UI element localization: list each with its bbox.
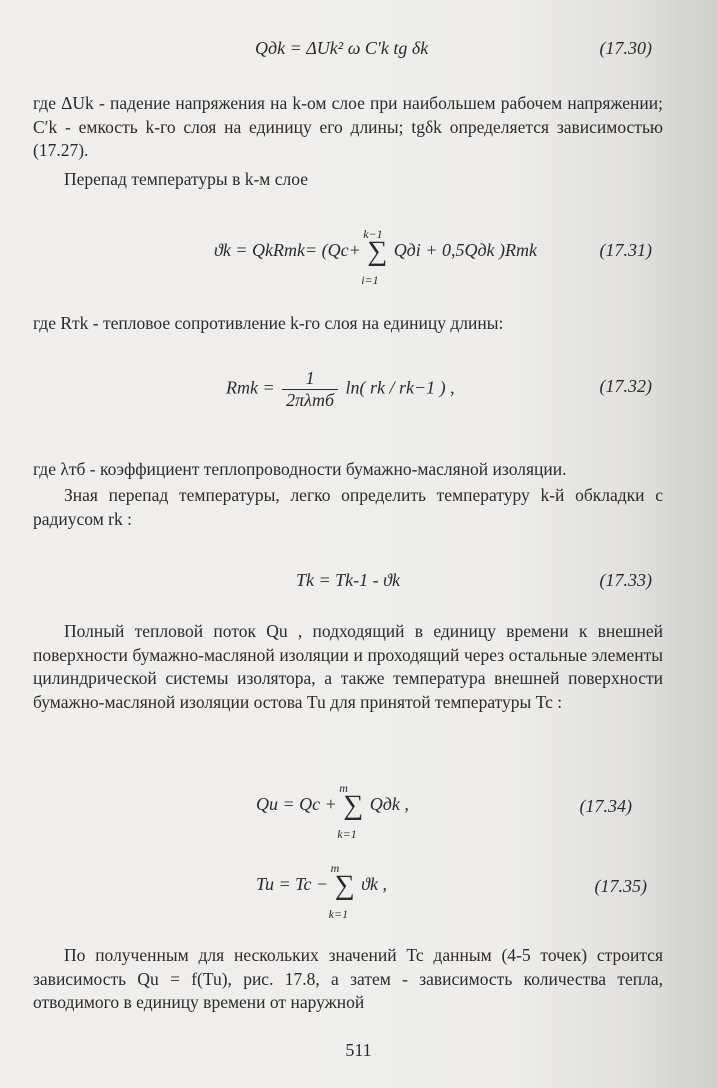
equation-17-33 — [0, 562, 717, 602]
summation-sign: ∑ m k=1 — [335, 872, 355, 900]
equation-body: Tk = Tk-1 - ϑk — [296, 570, 400, 590]
sum-lower-limit: k=1 — [328, 907, 349, 921]
sum-upper-limit: k−1 — [363, 227, 383, 241]
equation-number: (17.34) — [579, 796, 632, 816]
paragraph-4: где λтб - коэффициент теплопроводности бумажно-масляной изоляции. — [33, 459, 567, 479]
equation-left: Rтk = — [226, 377, 275, 398]
equation-body: Qдk = ΔUk² ω C′k tg δk — [255, 38, 429, 58]
equation-17-30 — [0, 30, 717, 70]
equation-left: Qu = Qc + — [256, 794, 337, 815]
equation-17-35 — [0, 861, 717, 926]
equation-17-32 — [0, 362, 717, 422]
paragraph-6: Полный тепловой поток Qu , подходящий в единицу времени к внешней поверхности бумажно-масляной изоляции и проходящий через остальные элементы цилиндрической системы изолятора, а также температура внешней поверхности бумажно-масляной изоляции остова Tu для принятой температуры Tc : — [33, 621, 663, 712]
fraction-denominator: 2πλтб — [286, 390, 335, 410]
equation-number: (17.31) — [599, 240, 652, 260]
summation-sign: ∑ m k=1 — [343, 792, 363, 820]
summation-sign: ∑ k−1 i=1 — [367, 238, 387, 266]
equation-number: (17.32) — [599, 376, 652, 396]
fraction-numerator: 1 — [282, 368, 338, 390]
paragraph-3: где Rтk - тепловое сопротивление k-го слоя на единицу длины: — [33, 313, 504, 333]
sum-lower-limit: k=1 — [337, 827, 357, 841]
sum-upper-limit: m — [339, 781, 348, 795]
sum-lower-limit: i=1 — [361, 273, 379, 287]
equation-number: (17.30) — [599, 38, 652, 58]
equation-17-34 — [0, 781, 717, 846]
paragraph-2: Перепад температуры в k-м слое — [64, 169, 308, 189]
equation-number: (17.35) — [594, 876, 647, 896]
paragraph-1: где ΔUk - падение напряжения на k-ом слое при наибольшем рабочем напряжении; C′k - емкость k-го слоя на единицу его длины; tgδk определяется зависимостью (17.27). — [33, 93, 663, 160]
page-number: 511 — [345, 1040, 372, 1060]
equation-right: ln( rk / rk−1 ) , — [345, 377, 455, 398]
equation-number: (17.33) — [599, 570, 652, 590]
equation-left: ϑk = QkRтk= (Qc+ — [214, 240, 361, 261]
fraction — [282, 368, 338, 411]
equation-left: Tu = Tc − — [256, 874, 329, 895]
paragraph-7: По полученным для нескольких значений Tc данным (4-5 точек) строится зависимость Qu = f(Tu), рис. 17.8, а затем - зависимость количества тепла, отводимого в единицу времени от наружной — [33, 945, 663, 1012]
equation-17-31 — [0, 228, 717, 288]
equation-right: Qдi + 0,5Qдk )Rтk — [393, 240, 538, 261]
sum-upper-limit: m — [330, 861, 340, 875]
equation-right: ϑk , — [361, 874, 387, 895]
equation-right: Qдk , — [369, 794, 409, 815]
paragraph-5: Зная перепад температуры, легко определить температуру k-й обкладки с радиусом rk : — [33, 485, 663, 529]
